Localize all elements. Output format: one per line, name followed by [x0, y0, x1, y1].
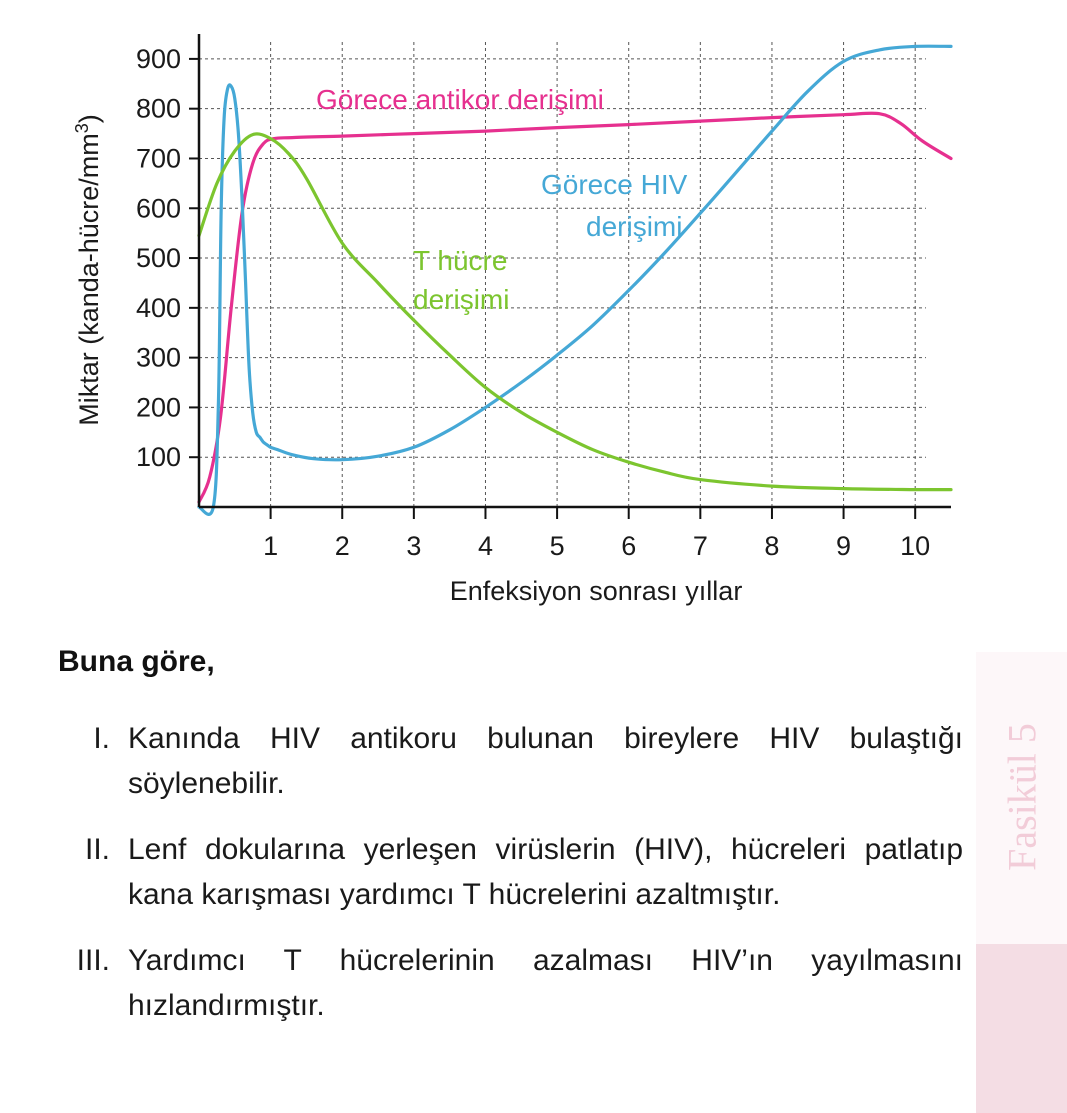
y-tick-label-900: 900 — [135, 43, 181, 74]
statement-2-text: Lenf dokularına yerleşen virüslerin (HIV), hücreleri patlatıp kana karışması yardımcı T hücrelerini azaltmıştır. — [128, 833, 963, 911]
statement-1 — [58, 716, 963, 806]
series-layer — [199, 46, 951, 514]
statement-2-number: II. — [84, 833, 110, 866]
x-tick-label-9: 9 — [836, 531, 852, 561]
statement-1-number: I. — [93, 722, 110, 755]
y-axis-title-main: Miktar (kanda-hücre/mm — [74, 133, 104, 426]
series-label-hiv-line2: derişimi — [586, 211, 683, 242]
series-label-tcell-line1: T hücre — [413, 245, 508, 276]
statement-1-text: Kanında HIV antikoru bulunan bireylere HIV bulaştığı söylenebilir. — [128, 722, 963, 800]
series-label-tcell-line2: derişimi — [413, 284, 510, 315]
y-axis-title-superscript: 3 — [72, 123, 92, 134]
x-tick-label-5: 5 — [549, 531, 565, 561]
x-tick-label-8: 8 — [764, 531, 780, 561]
tick-labels — [136, 44, 930, 561]
x-tick-label-6: 6 — [621, 531, 637, 561]
y-tick-label-700: 700 — [135, 143, 181, 174]
y-axis-title-close: ) — [74, 114, 104, 124]
statement-3-text: Yardımcı T hücrelerinin azalması HIV’ın yayılmasını hızlandırmıştır. — [128, 944, 963, 1022]
y-tick-label-200: 200 — [135, 392, 181, 423]
y-axis-title — [72, 114, 104, 426]
side-tab — [976, 652, 1067, 1113]
y-tick-label-800: 800 — [135, 93, 181, 124]
x-tick-label-3: 3 — [406, 531, 422, 561]
statement-3 — [58, 938, 963, 1028]
y-tick-label-300: 300 — [135, 342, 181, 373]
statement-list — [58, 716, 963, 1049]
x-tick-label-1: 1 — [263, 531, 279, 561]
x-tick-label-4: 4 — [477, 531, 493, 561]
x-tick-label-10: 10 — [900, 531, 931, 561]
y-tick-label-400: 400 — [135, 292, 181, 323]
series-label-antibody: Görece antikor derişimi — [316, 84, 604, 115]
side-tab-label: Fasikül 5 — [999, 723, 1045, 871]
statement-2 — [58, 827, 963, 917]
x-axis-title: Enfeksiyon sonrası yıllar — [449, 576, 743, 606]
y-tick-label-100: 100 — [135, 442, 181, 473]
side-tab-bottom — [976, 944, 1067, 1113]
y-tick-label-500: 500 — [135, 243, 181, 274]
series-label-hiv-line1: Görece HIV — [541, 169, 688, 200]
statement-3-number: III. — [76, 944, 110, 977]
x-tick-label-2: 2 — [334, 531, 350, 561]
question-heading: Buna göre, — [58, 645, 215, 678]
y-tick-label-600: 600 — [135, 193, 181, 224]
x-tick-label-7: 7 — [692, 531, 708, 561]
